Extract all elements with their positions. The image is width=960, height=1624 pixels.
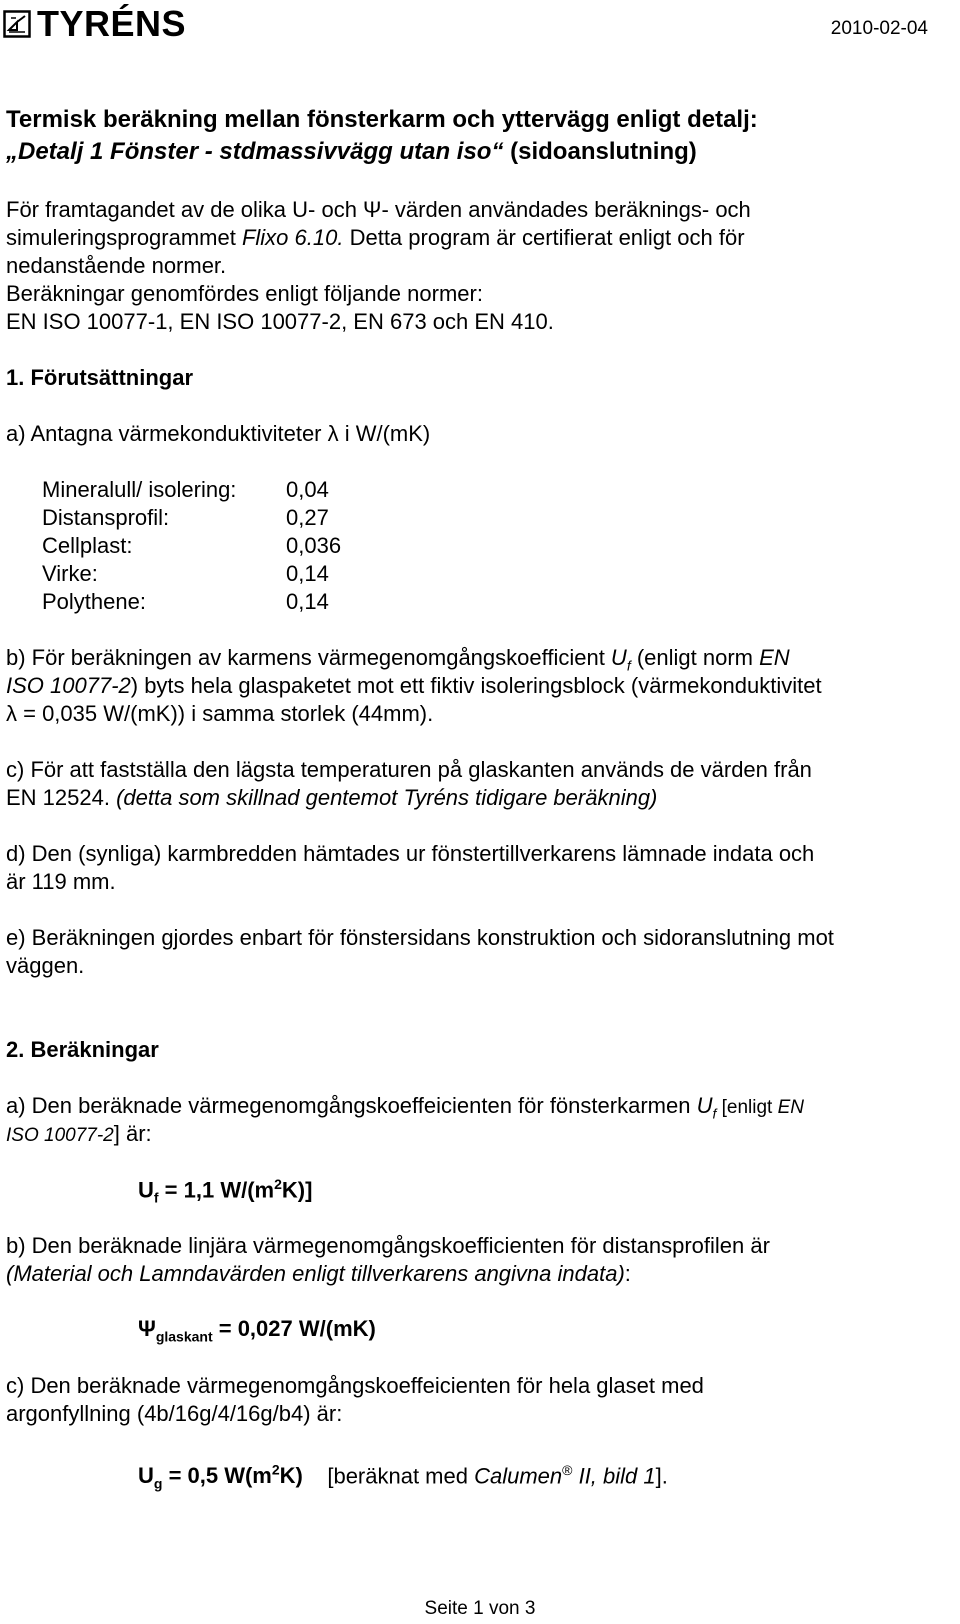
- standards-list: EN ISO 10077-1, EN ISO 10077-2, EN 673 och EN 410.: [6, 309, 554, 334]
- calc-a-line-2: [6, 1120, 152, 1150]
- calc-b-line-2: [6, 1260, 631, 1288]
- section-2-heading: 2. Beräkningar: [6, 1037, 159, 1062]
- material-value: 0,14: [286, 561, 329, 586]
- ug-value: = 0,5 W(m: [162, 1463, 272, 1489]
- material-name: Distansprofil:: [42, 505, 170, 530]
- uf-subscript: f: [626, 657, 631, 674]
- uf-subscript: f: [712, 1105, 717, 1122]
- item-b-line-3: λ = 0,035 W/(mK)) i samma storlek (44mm).: [6, 701, 434, 726]
- intro-text: simuleringsprogrammet: [6, 225, 242, 250]
- norm-ref-cont: ISO 10077-2: [6, 673, 131, 698]
- item-b-text: b) För beräkningen av karmens värmegenomgångskoefficient: [6, 645, 611, 670]
- calc-a-text-2: ] är:: [113, 1121, 152, 1146]
- uf-value: = 1,1 W/(m: [158, 1177, 275, 1203]
- item-b-line-2: [6, 672, 822, 700]
- document-subtitle: [6, 136, 697, 168]
- norm-ref: EN: [759, 645, 790, 670]
- uf-symbol: [610, 645, 631, 674]
- page-number: Seite 1 von 3: [424, 1598, 536, 1619]
- detail-type: (sidoanslutning): [503, 138, 697, 165]
- item-d-line-1: d) Den (synliga) karmbredden hämtades ur fönstertillverkarens lämnade indata och: [6, 841, 815, 866]
- calc-a-text-cont: [enligt: [716, 1097, 778, 1118]
- exponent: 2: [271, 1462, 280, 1478]
- tyrens-logo-icon: [3, 10, 31, 38]
- material-value: 0,27: [286, 505, 329, 530]
- calc-a-text: a) Den beräknade värmegenomgångskoeffeicienten för fönsterkarmen: [6, 1093, 697, 1118]
- ug-result: [138, 1456, 668, 1498]
- ug-unit-end: K): [279, 1463, 303, 1489]
- section-1-heading: 1. Förutsättningar: [6, 365, 194, 390]
- ug-formula: [138, 1462, 303, 1492]
- intro-line-2: [6, 224, 745, 252]
- material-value: 0,04: [286, 477, 329, 502]
- intro-text-cont: Detta program är certifierat enligt och för: [343, 225, 745, 250]
- material-value: 0,036: [286, 533, 342, 558]
- standard-ref: EN 12524.: [6, 785, 117, 810]
- material-value: 0,14: [286, 589, 329, 614]
- registered-mark: ®: [562, 1462, 573, 1478]
- company-logo: [3, 3, 187, 44]
- item-e-line-1: e) Beräkningen gjordes enbart för fönstersidans konstruktion och sidoranslutning mot: [6, 925, 834, 950]
- material-name: Cellplast:: [42, 533, 133, 558]
- intro-line-1: För framtagandet av de olika U- och Ψ- värden användades beräknings- och: [6, 197, 751, 222]
- ug-subscript: g: [153, 1475, 163, 1492]
- uf-subscript: f: [153, 1189, 159, 1206]
- u-letter: U: [610, 645, 627, 670]
- item-c-line-2: [6, 784, 657, 812]
- intro-line-3: nedanstående normer.: [6, 253, 227, 278]
- uf-result: [138, 1176, 312, 1206]
- psi-subscript: glaskant: [155, 1328, 213, 1345]
- u-letter: U: [696, 1093, 713, 1118]
- document-date: 2010-02-04: [830, 18, 928, 39]
- item-b-text-2: ) byts hela glaspaketet mot ett fiktiv isoleringsblock (värmekonduktivitet: [130, 673, 822, 698]
- norm-ref-cont: ISO 10077-2: [6, 1125, 114, 1146]
- calc-c-line-1: c) Den beräknade värmegenomgångskoeffeicienten för hela glaset med: [6, 1373, 704, 1398]
- ug-note-end: ].: [655, 1463, 668, 1489]
- software-name: Flixo 6.10.: [241, 225, 344, 250]
- uf-unit-end: K)]: [281, 1177, 313, 1203]
- calc-b-line-1: b) Den beräknade linjära värmegenomgångskoefficienten för distansprofilen är: [6, 1233, 770, 1258]
- calc-b-note: (Material och Lamndavärden enligt tillverkarens angivna indata): [6, 1261, 625, 1286]
- calumen-name: Calumen: [474, 1463, 563, 1489]
- u-letter: U: [138, 1463, 154, 1489]
- norm-ref: EN: [777, 1097, 805, 1118]
- calumen-version: II, bild 1: [572, 1463, 656, 1489]
- item-b-text-cont: (enligt norm: [630, 645, 760, 670]
- exponent: 2: [274, 1176, 282, 1192]
- u-letter: U: [138, 1177, 154, 1203]
- material-name: Polythene:: [42, 589, 146, 614]
- psi-value: = 0,027 W/(mK): [212, 1316, 376, 1341]
- item-d-line-2: är 119 mm.: [6, 869, 116, 894]
- psi-symbol: Ψ: [138, 1316, 156, 1341]
- item-e-line-2: väggen.: [6, 953, 85, 978]
- intro-line-4: Beräkningar genomfördes enligt följande normer:: [6, 281, 483, 306]
- uf-symbol: [696, 1093, 717, 1122]
- item-a-label: a) Antagna värmekonduktiviteter λ i W/(mK): [6, 421, 431, 446]
- colon: :: [624, 1261, 631, 1286]
- psi-result: [138, 1316, 376, 1344]
- material-name: Mineralull/ isolering:: [42, 477, 237, 502]
- note-italic: (detta som skillnad gentemot Tyréns tidigare beräkning): [116, 785, 658, 810]
- logo-text: TYRÉNS: [37, 3, 187, 44]
- ug-note: [beräknat med: [302, 1463, 475, 1489]
- document-title: Termisk beräkning mellan fönsterkarm och yttervägg enligt detalj:: [6, 106, 758, 133]
- item-c-line-1: c) För att fastställa den lägsta temperaturen på glaskanten används de värden från: [6, 757, 812, 782]
- detail-name: „Detalj 1 Fönster - stdmassivvägg utan iso“: [6, 138, 504, 165]
- material-name: Virke:: [42, 561, 98, 586]
- calc-c-line-2: argonfyllning (4b/16g/4/16g/b4) är:: [6, 1401, 343, 1426]
